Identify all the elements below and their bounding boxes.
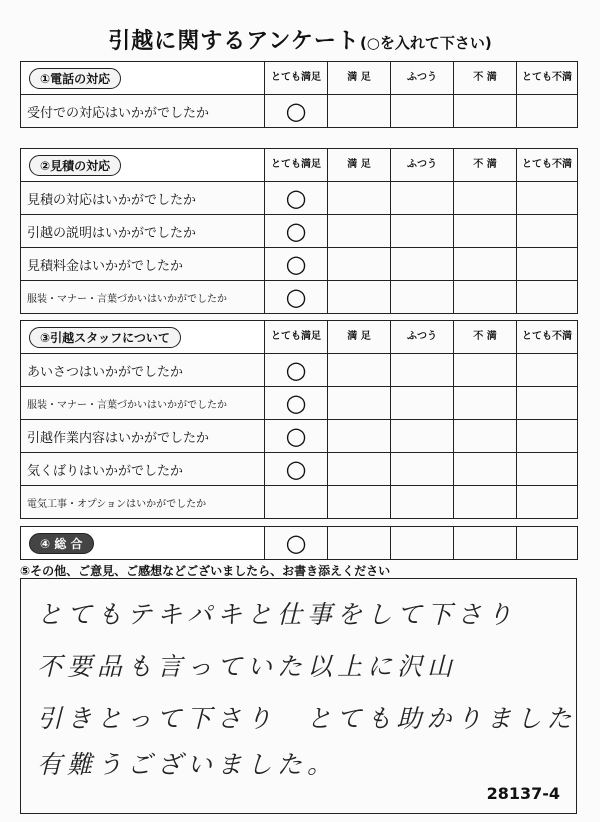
col-very-satisfied: とても満足 — [265, 149, 328, 182]
question-row — [21, 248, 578, 281]
rating-cell[interactable] — [391, 182, 454, 215]
question-label: 受付での対応はいかがでしたか — [21, 95, 265, 128]
col-very-dissatisfied: とても不満 — [517, 321, 578, 354]
circle-mark[interactable]: ○ — [265, 215, 328, 248]
rating-cell[interactable] — [517, 95, 578, 128]
rating-cell[interactable] — [391, 387, 454, 420]
col-very-dissatisfied: とても不満 — [517, 149, 578, 182]
rating-cell[interactable] — [391, 453, 454, 486]
rating-cell[interactable] — [328, 182, 391, 215]
rating-cell[interactable] — [391, 248, 454, 281]
section-header-row — [21, 149, 578, 182]
rating-cell[interactable] — [454, 95, 517, 128]
rating-cell[interactable] — [517, 354, 578, 387]
circle-mark[interactable]: ○ — [265, 387, 328, 420]
question-label: 見積料金はいかがでしたか — [21, 248, 265, 281]
question-row — [21, 215, 578, 248]
question-row — [21, 527, 578, 560]
col-dissatisfied: 不 満 — [454, 62, 517, 95]
title-instruction: (○を入れて下さい) — [359, 34, 492, 52]
section-label: ③引越スタッフについて — [29, 327, 181, 348]
question-label: 引越の説明はいかがでしたか — [21, 215, 265, 248]
question-row — [21, 95, 578, 128]
section-header-row — [21, 62, 578, 95]
question-row — [21, 281, 578, 314]
rating-cell[interactable] — [454, 527, 517, 560]
rating-cell[interactable] — [391, 95, 454, 128]
col-satisfied: 満 足 — [328, 62, 391, 95]
rating-cell[interactable] — [517, 248, 578, 281]
circle-mark[interactable]: ○ — [265, 281, 328, 314]
question-label: 気くばりはいかがでしたか — [21, 453, 265, 486]
rating-cell[interactable] — [391, 420, 454, 453]
handwritten-line: 引きとって下さり とても助かりました — [37, 704, 577, 733]
survey-title: 引越に関するアンケート(○を入れて下さい) — [108, 29, 492, 54]
rating-cell[interactable] — [391, 354, 454, 387]
comments-box[interactable] — [20, 578, 577, 814]
rating-cell[interactable] — [328, 420, 391, 453]
section-label: ①電話の対応 — [29, 68, 121, 89]
question-row — [21, 420, 578, 453]
rating-cell[interactable] — [328, 281, 391, 314]
question-label: 電気工事・オプションはいかがでしたか — [21, 486, 265, 519]
question-label: あいさつはいかがでしたか — [21, 354, 265, 387]
circle-mark[interactable]: ○ — [265, 527, 328, 560]
question-row — [21, 453, 578, 486]
circle-mark[interactable]: ○ — [265, 420, 328, 453]
rating-cell[interactable] — [517, 182, 578, 215]
rating-cell[interactable] — [517, 387, 578, 420]
rating-cell[interactable] — [454, 354, 517, 387]
col-dissatisfied: 不 満 — [454, 149, 517, 182]
circle-mark[interactable]: ○ — [265, 95, 328, 128]
rating-cell[interactable] — [265, 486, 328, 519]
col-very-dissatisfied: とても不満 — [517, 62, 578, 95]
col-neutral: ふつう — [391, 321, 454, 354]
rating-cell[interactable] — [517, 215, 578, 248]
rating-cell[interactable] — [391, 486, 454, 519]
rating-cell[interactable] — [517, 486, 578, 519]
circle-mark[interactable]: ○ — [265, 248, 328, 281]
rating-cell[interactable] — [328, 527, 391, 560]
question-label: 引越作業内容はいかがでしたか — [21, 420, 265, 453]
rating-cell[interactable] — [454, 387, 517, 420]
handwritten-line: 有難うございました。 — [37, 750, 338, 779]
section-label: ④ 総 合 — [29, 533, 94, 554]
rating-cell[interactable] — [454, 420, 517, 453]
section-estimate — [20, 148, 578, 314]
section-staff — [20, 320, 578, 519]
question-label: 見積の対応はいかがでしたか — [21, 182, 265, 215]
col-dissatisfied: 不 満 — [454, 321, 517, 354]
rating-cell[interactable] — [391, 281, 454, 314]
rating-cell[interactable] — [454, 486, 517, 519]
question-row — [21, 486, 578, 519]
rating-cell[interactable] — [328, 354, 391, 387]
question-row — [21, 354, 578, 387]
section-phone — [20, 61, 578, 128]
rating-cell[interactable] — [391, 215, 454, 248]
circle-mark[interactable]: ○ — [265, 354, 328, 387]
form-number: 28137-4 — [486, 784, 560, 803]
section-label: ②見積の対応 — [29, 155, 121, 176]
question-label: 服装・マナー・言葉づかいはいかがでしたか — [21, 281, 265, 314]
rating-cell[interactable] — [517, 453, 578, 486]
rating-cell[interactable] — [517, 420, 578, 453]
rating-cell[interactable] — [328, 453, 391, 486]
col-satisfied: 満 足 — [328, 149, 391, 182]
rating-cell[interactable] — [454, 215, 517, 248]
col-neutral: ふつう — [391, 149, 454, 182]
rating-cell[interactable] — [454, 248, 517, 281]
rating-cell[interactable] — [454, 281, 517, 314]
col-very-satisfied: とても満足 — [265, 321, 328, 354]
section-overall — [20, 526, 578, 560]
rating-cell[interactable] — [328, 95, 391, 128]
handwritten-line: 不要品も言っていた以上に沢山 — [37, 652, 458, 681]
rating-cell[interactable] — [454, 453, 517, 486]
rating-cell[interactable] — [517, 281, 578, 314]
circle-mark[interactable]: ○ — [265, 453, 328, 486]
rating-cell[interactable] — [328, 248, 391, 281]
rating-cell[interactable] — [517, 527, 578, 560]
rating-cell[interactable] — [391, 527, 454, 560]
circle-mark[interactable]: ○ — [265, 182, 328, 215]
question-label: 服装・マナー・言葉づかいはいかがでしたか — [21, 387, 265, 420]
question-row — [21, 182, 578, 215]
col-neutral: ふつう — [391, 62, 454, 95]
rating-cell[interactable] — [454, 182, 517, 215]
comments-prompt: ⑤その他、ご意見、ご感想などございましたら、お書き添えください — [20, 564, 391, 578]
section-header-row — [21, 321, 578, 354]
rating-cell[interactable] — [328, 387, 391, 420]
question-row — [21, 387, 578, 420]
col-satisfied: 満 足 — [328, 321, 391, 354]
rating-cell[interactable] — [328, 486, 391, 519]
rating-cell[interactable] — [328, 215, 391, 248]
handwritten-line: とてもテキパキと仕事をして下さり — [37, 600, 518, 629]
col-very-satisfied: とても満足 — [265, 62, 328, 95]
